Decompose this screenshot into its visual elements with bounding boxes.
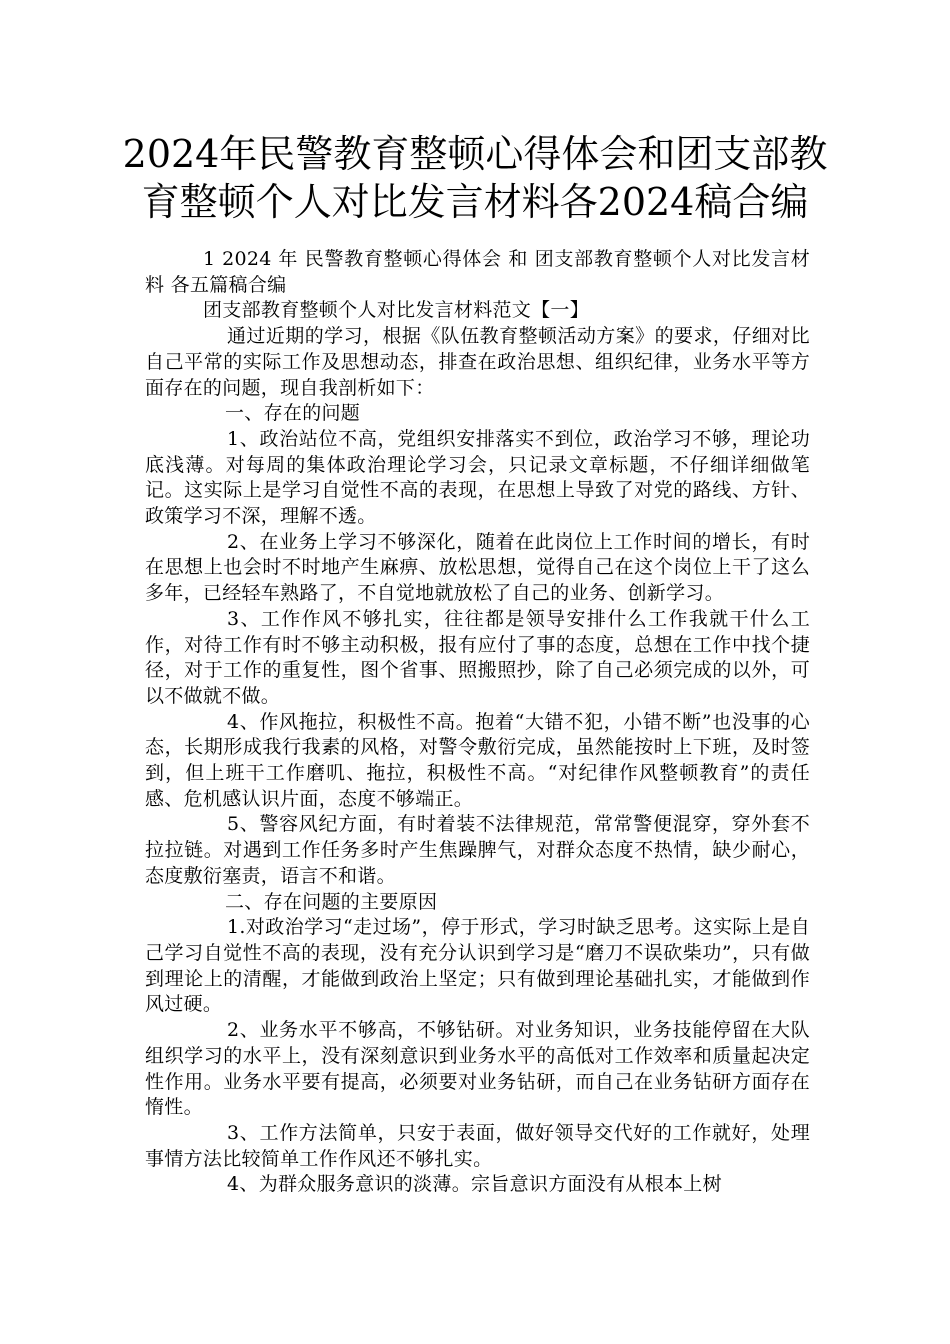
paragraph: 通过近期的学习，根据《队伍教育整顿活动方案》的要求，仔细对比自己平常的实际工作及思想动态，排查在政治思想、组织纪律，业务水平等方面存在的问题，现自我剖析如下： xyxy=(145,325,810,399)
document-body xyxy=(145,247,810,1198)
paragraph: 5、警容风纪方面，有时着装不法律规范，常常警便混穿，穿外套不拉拉链。对遇到工作任务多时产生焦躁脾气，对群众态度不热情，缺少耐心，态度敷衍塞责，语言不和谐。 xyxy=(145,813,810,887)
section-heading: 一、存在的问题 xyxy=(225,402,361,425)
paragraph: 3、工作作风不够扎实，往往都是领导安排什么工作我就干什么工作，对待工作有时不够主动积极，报有应付了事的态度，总想在工作中找个捷径，对于工作的重复性，图个省事、照搬照抄，除了自己必须完成的以外，可以不做就不做。 xyxy=(145,607,810,707)
section-title-example-1: 团支部教育整顿个人对比发言材料范文【一】 xyxy=(203,299,590,322)
document-title-line-2: 育整顿个人对比发言材料各2024稿合编 xyxy=(141,180,809,224)
document-title-line-1: 2024年民警教育整顿心得体会和团支部教 xyxy=(122,132,828,176)
paragraph: 2、在业务上学习不够深化，随着在此岗位上工作时间的增长，有时在思想上也会时不时地产生麻痹、放松思想，觉得自己在这个岗位上干了这么多年，已经轻车熟路了，不自觉地就放松了自己的业务、创新学习。 xyxy=(145,530,810,605)
paragraph: 4、为群众服务意识的淡薄。宗旨意识方面没有从根本上树 xyxy=(227,1173,722,1196)
paragraph: 3、工作方法简单，只安于表面，做好领导交代好的工作就好，处理事情方法比较简单工作作风还不够扎实。 xyxy=(145,1121,810,1170)
paragraph: 4、作风拖拉，积极性不高。抱着“大错不犯，小错不断”也没事的心态，长期形成我行我素的风格，对警令敷衍完成，虽然能按时上下班，及时签到，但上班干工作磨叽、拖拉，积极性不高。“对纪律作风整顿教育”的责任感、危机感认识片面，态度不够端正。 xyxy=(145,710,810,810)
paragraph: 1.对政治学习“走过场”，停于形式，学习时缺乏思考。这实际上是自己学习自觉性不高的表现，没有充分认识到学习是“磨刀不误砍柴功”，只有做到理论上的清醒，才能做到政治上坚定；只有做到理论基础扎实，才能做到作风过硬。 xyxy=(145,916,810,1016)
intro-paragraph: 1 2024 年 民警教育整顿心得体会 和 团支部教育整顿个人对比发言材料 各五篇稿合编 xyxy=(145,248,810,296)
paragraph: 2、业务水平不够高，不够钻研。对业务知识，业务技能停留在大队组织学习的水平上，没有深刻意识到业务水平的高低对工作效率和质量起决定性作用。业务水平要有提高，必须要对业务钻研，而自己在业务钻研方面存在惰性。 xyxy=(145,1019,810,1119)
section-heading: 二、存在问题的主要原因 xyxy=(225,890,438,913)
paragraph: 1、政治站位不高，党组织安排落实不到位，政治学习不够，理论功底浅薄。对每周的集体政治理论学习会，只记录文章标题，不仔细详细做笔记。这实际上是学习自觉性不高的表现，在思想上导致了对党的路线、方针、政策学习不深，理解不透。 xyxy=(145,427,810,528)
